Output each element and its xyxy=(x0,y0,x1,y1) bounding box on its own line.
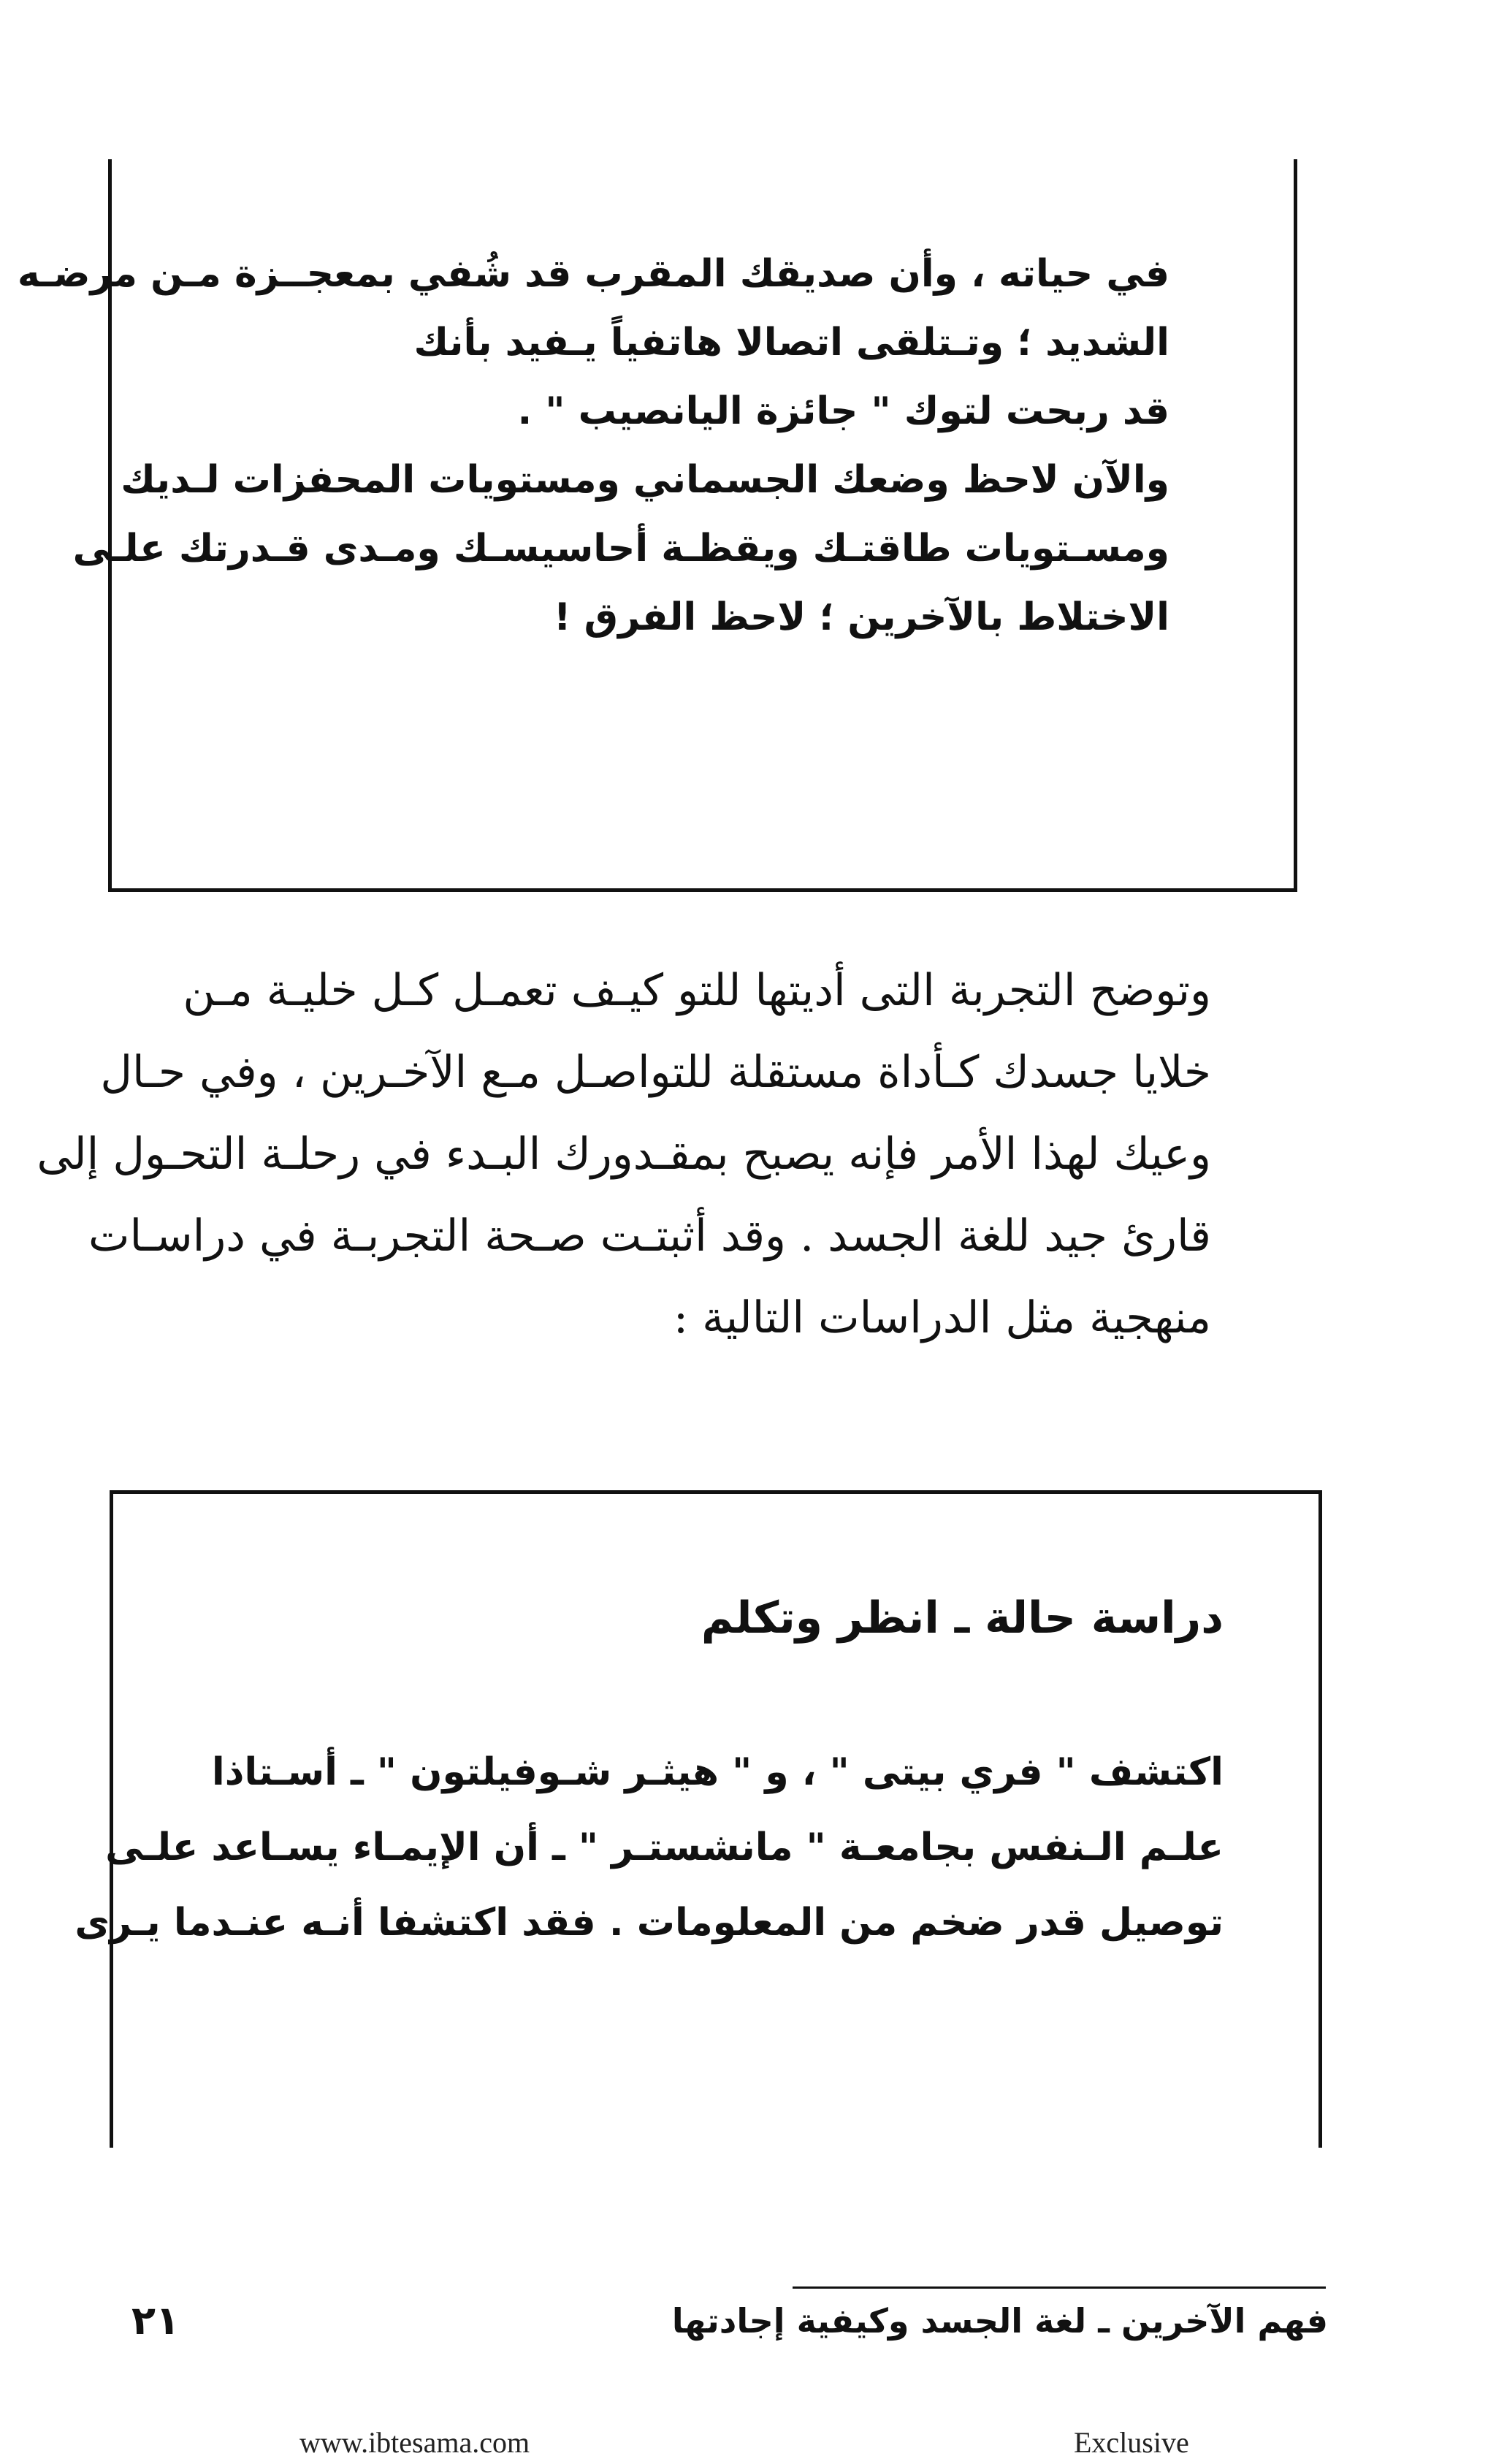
paragraph-line: وتوضح التجربة التى أديتها للتو كيـف تعمـل كـل خليـة مـن xyxy=(183,965,1211,1016)
page-number: ٢١ xyxy=(131,2297,180,2343)
case-study-text xyxy=(75,1735,1224,1961)
body-paragraph xyxy=(37,950,1211,1359)
paragraph-line: قارئ جيد للغة الجسد . وقد أثبتـت صـحة التجربـة في دراسـات xyxy=(88,1210,1211,1262)
case-study-title: دراسة حالة ـ انظر وتكلم xyxy=(701,1593,1224,1644)
case-line: علـم الـنفس بجامعـة " مانشستـر " ـ أن الإيمـاء يسـاعد علـى xyxy=(105,1826,1224,1869)
case-line: اكتشف " فري بيتى " ، و " هيثـر شـوفيلتون " ـ أسـتاذا xyxy=(211,1750,1224,1794)
case-line: توصيل قدر ضخم من المعلومات . فقد اكتشفا أنـه عنـدما يـرى xyxy=(75,1901,1224,1945)
quote-box-top xyxy=(17,159,1297,892)
quote-line: ومسـتويات طاقتـك ويقظـة أحاسيسـك ومـدى قـدرتك علـى xyxy=(72,527,1169,571)
running-footer-title: فهم الآخرين ـ لغة الجسد وكيفية إجادتها xyxy=(671,2301,1328,2341)
footer-rule xyxy=(793,2286,1326,2289)
quote-line: الشديد ؛ وتـتلقى اتصالا هاتفياً يـفيد بأنك xyxy=(413,321,1169,365)
watermark-exclusive: Exclusive xyxy=(1074,2426,1189,2459)
quote-box-text xyxy=(17,240,1169,652)
paragraph-line: خلايا جسدك كـأداة مستقلة للتواصـل مـع الآخـرين ، وفي حـال xyxy=(100,1047,1211,1098)
quote-line: قد ربحت لتوك " جائزة اليانصيب " . xyxy=(517,389,1169,433)
paragraph-line: منهجية مثل الدراسات التالية : xyxy=(673,1292,1211,1343)
paragraph-line: وعيك لهذا الأمر فإنه يصبح بمقـدورك البـدء في رحلـة التحـول إلى xyxy=(37,1129,1211,1180)
quote-line: والآن لاحظ وضعك الجسماني ومستويات المحفزات لـديك xyxy=(121,458,1169,502)
watermark-site: www.ibtesama.com xyxy=(299,2426,530,2459)
quote-line: في حياته ، وأن صديقك المقرب قد شُفي بمعجــزة مـن مرضـه xyxy=(17,252,1169,296)
case-study-box xyxy=(75,1490,1322,2148)
quote-line: الاختلاط بالآخرين ؛ لاحظ الفرق ! xyxy=(553,595,1169,639)
